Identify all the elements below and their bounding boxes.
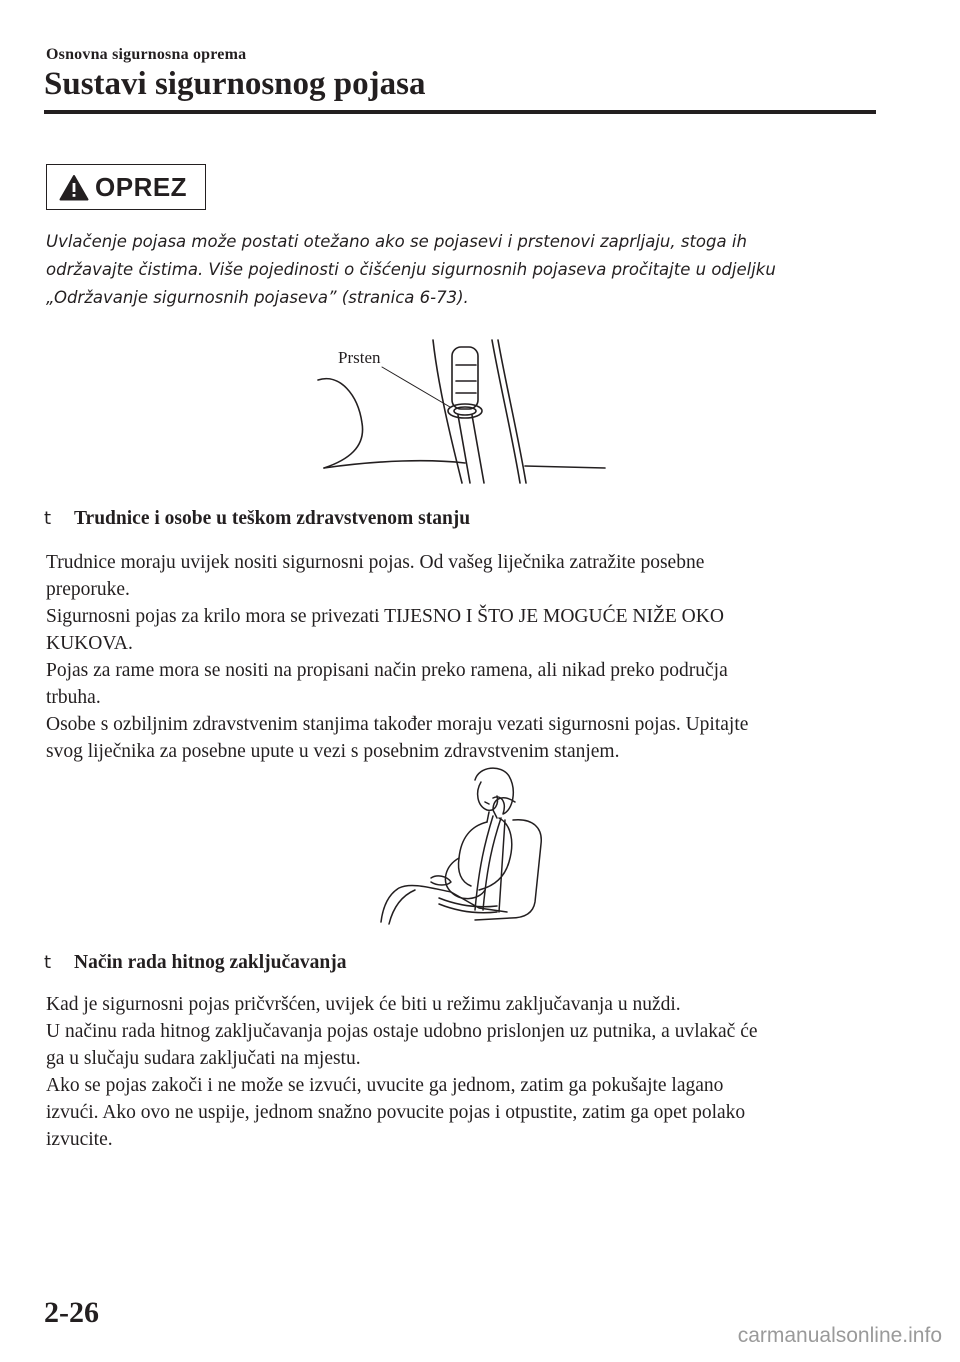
caution-line: održavajte čistima. Više pojedinosti o čišćenju sigurnosnih pojaseva pročitajte u odjeljku (46, 260, 776, 279)
text-line: Pojas za rame mora se nositi na propisani način preko ramena, ali nikad preko područja (46, 660, 728, 681)
text-line: trbuha. (46, 687, 101, 708)
caution-line: „Održavanje sigurnosnih pojaseva” (stranica 6-73). (46, 288, 469, 307)
text-line: svog liječnika za posebne upute u vezi s posebnim zdravstvenim stanjem. (46, 741, 620, 762)
text-line: preporuke. (46, 579, 130, 600)
text-line: ga u slučaju sudara zaključati na mjestu. (46, 1048, 361, 1069)
warning-triangle-icon (59, 174, 89, 201)
section-heading-pregnant (44, 508, 470, 530)
heading-text: Način rada hitnog zaključavanja (74, 952, 347, 973)
page-title: Sustavi sigurnosnog pojasa (44, 66, 426, 102)
section-heading-emergency (44, 952, 346, 974)
caution-text (46, 228, 866, 312)
text-line: U načinu rada hitnog zaključavanja pojas ostaje udobno prislonjen uz putnika, a uvlakač će (46, 1021, 758, 1042)
heading-text: Trudnice i osobe u teškom zdravstvenom stanju (74, 508, 471, 529)
seatbelt-ring-illustration (300, 335, 620, 485)
title-divider (44, 110, 876, 114)
section-label: Osnovna sigurnosna oprema (46, 46, 247, 63)
caution-line: Uvlačenje pojasa može postati otežano ako se pojasevi i prstenovi zaprljaju, stoga ih (46, 232, 747, 251)
text-line: izvući. Ako ovo ne uspije, jednom snažno povucite pojas i otpustite, zatim ga opet polako (46, 1102, 746, 1123)
pregnant-woman-seatbelt-illustration (375, 762, 550, 927)
caution-box (46, 164, 206, 210)
watermark: carmanualsonline.info (737, 1324, 942, 1347)
pregnant-paragraph (46, 549, 886, 765)
text-line: Trudnice moraju uvijek nositi sigurnosni pojas. Od vašeg liječnika zatražite posebne (46, 552, 705, 573)
text-line: KUKOVA. (46, 633, 133, 654)
text-line: izvucite. (46, 1129, 113, 1150)
text-line: Osobe s ozbiljnim zdravstvenim stanjima također moraju vezati sigurnosni pojas. Upitajte (46, 714, 749, 735)
bullet-icon: t (44, 952, 52, 973)
bullet-icon: t (44, 508, 52, 529)
caution-label: OPREZ (95, 171, 188, 202)
page-number: 2-26 (44, 1296, 99, 1329)
text-line: Ako se pojas zakoči i ne može se izvući, uvucite ga jednom, zatim ga pokušajte lagano (46, 1075, 724, 1096)
text-line: Sigurnosni pojas za krilo mora se privezati TIJESNO I ŠTO JE MOGUĆE NIŽE OKO (46, 606, 724, 627)
ring-label: Prsten (338, 348, 381, 367)
text-line: Kad je sigurnosni pojas pričvršćen, uvijek će biti u režimu zaključavanja u nuždi. (46, 994, 681, 1015)
emergency-paragraph (46, 991, 886, 1153)
